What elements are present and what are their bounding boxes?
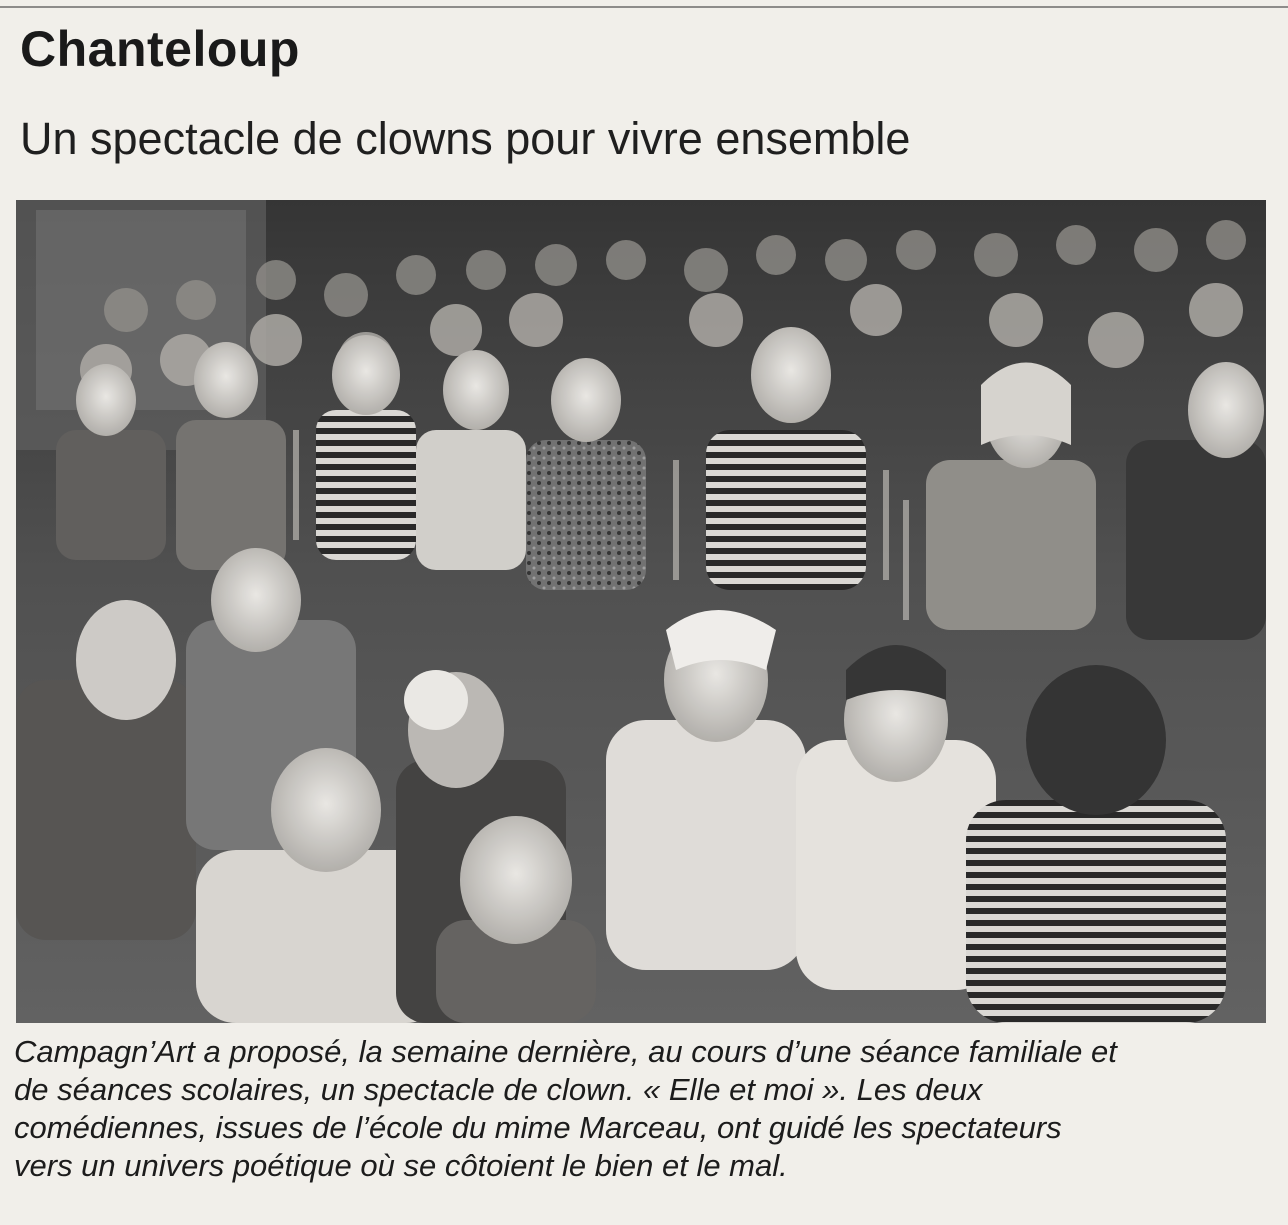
photo-caption [14,1033,1276,1185]
photo-illustration [16,200,1266,1023]
caption-line: Campagn’Art a proposé, la semaine dernière, au cours d’une séance familiale et [14,1034,1117,1069]
caption-line: vers un univers poétique où se côtoient le bien et le mal. [14,1148,788,1183]
locality-heading: Chanteloup [20,21,300,77]
caption-line: comédiennes, issues de l’école du mime Marceau, ont guidé les spectateurs [14,1110,1062,1145]
top-rule [0,6,1288,8]
article-headline: Un spectacle de clowns pour vivre ensemble [20,113,911,164]
audience-photo [16,200,1266,1023]
caption-line: de séances scolaires, un spectacle de clown. « Elle et moi ». Les deux [14,1072,983,1107]
